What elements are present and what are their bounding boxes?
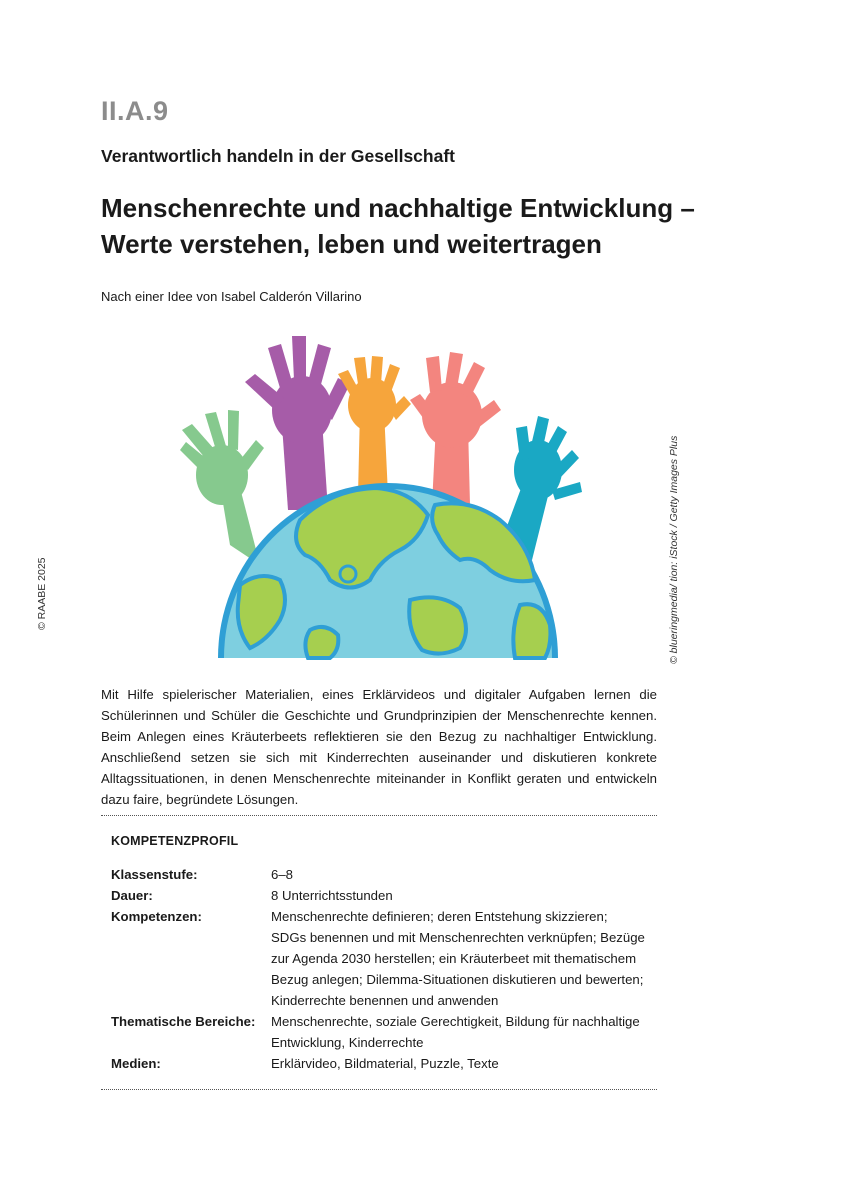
competence-profile	[111, 834, 651, 1074]
page-title-line-2: Werte verstehen, leben und weitertragen	[101, 229, 602, 259]
image-credit: © blueringmedia/ tion: iStock / Getty Images Plus	[668, 435, 680, 664]
profile-row	[111, 1011, 651, 1053]
profile-heading: KOMPETENZPROFIL	[111, 834, 239, 848]
profile-row	[111, 1053, 651, 1074]
page-title-line-1: Menschenrechte und nachhaltige Entwicklung –	[101, 193, 695, 223]
profile-value: 8 Unterrichtsstunden	[271, 888, 393, 903]
hands-over-globe-illustration	[160, 330, 600, 660]
profile-label: Kompetenzen:	[111, 909, 202, 924]
author-credit: Nach einer Idee von Isabel Calderón Villarino	[101, 289, 362, 304]
pink-hand-icon	[410, 352, 501, 505]
unit-code: II.A.9	[101, 96, 169, 126]
green-hand-icon	[180, 410, 264, 565]
divider-bottom	[101, 1089, 657, 1090]
topic-heading: Verantwortlich handeln in der Gesellschaft	[101, 146, 455, 166]
purple-hand-icon	[245, 336, 350, 510]
intro-paragraph: Mit Hilfe spielerischer Materialien, eines Erklärvideos und digitaler Aufgaben lernen die Schülerinnen und Schüler die Geschichte und Grundprinzipien der Menschenrechte kennen. Beim Anlegen eines Kräuterbeets reflektieren sie den Bezug zu nachhaltiger Entwicklung. Anschließend setzen sie sich mit Kinderrechten auseinander und diskutieren konkrete Alltagssituationen, in denen Menschenrechte miteinander in Konflikt geraten und entwickeln dazu faire, begründete Lösungen.	[101, 687, 657, 807]
profile-value: Menschenrechte, soziale Gerechtigkeit, Bildung für nachhaltige Entwicklung, Kinderrechte	[271, 1014, 640, 1050]
profile-row	[111, 885, 651, 906]
profile-label: Klassenstufe:	[111, 867, 198, 882]
profile-row	[111, 906, 651, 1011]
profile-value: Menschenrechte definieren; deren Entstehung skizzieren; SDGs benennen und mit Menschenrechten verknüpfen; Bezüge zur Agenda 2030 herstellen; ein Kräuterbeet mit thematischem Bezug anlegen; Dilemma-Situationen diskutieren und bewerten; Kinderrechte benennen und anwenden	[271, 909, 645, 1008]
orange-hand-icon	[338, 356, 411, 495]
profile-label: Thematische Bereiche:	[111, 1014, 256, 1029]
profile-value: 6–8	[271, 867, 294, 882]
profile-row	[111, 864, 651, 885]
page-title	[101, 190, 721, 262]
profile-label: Dauer:	[111, 888, 153, 903]
profile-value: Erklärvideo, Bildmaterial, Puzzle, Texte	[271, 1056, 499, 1071]
globe-icon	[218, 483, 558, 658]
profile-label: Medien:	[111, 1056, 161, 1071]
copyright-note: © RAABE 2025	[36, 557, 48, 630]
divider-top	[101, 815, 657, 816]
